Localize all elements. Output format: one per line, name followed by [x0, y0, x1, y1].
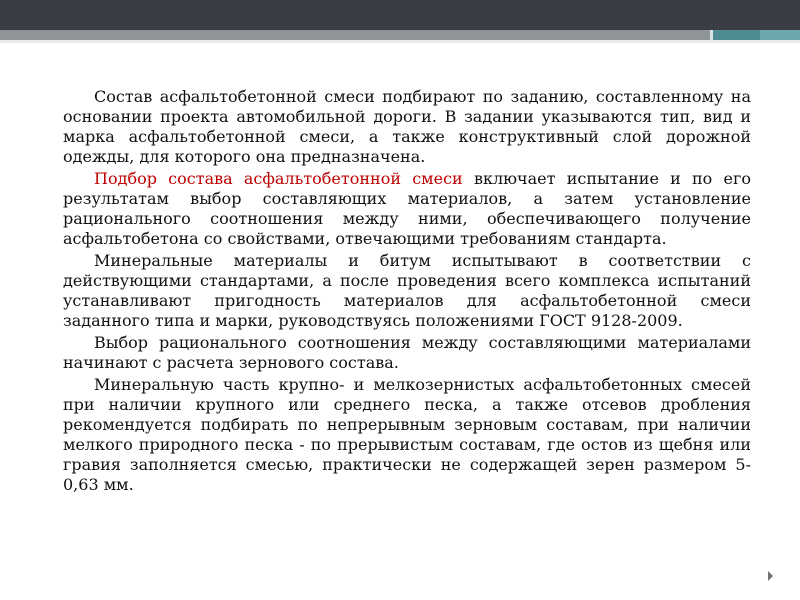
paragraph-text: Минеральную часть крупно- и мелкозернистых асфальтобетонных смесей при наличии крупного или среднего песка, а также отсевов дробления рекомендуется подбирать по непрерывным зерновым составам, при наличии мелкого природного песка - по прерывистым составам, где остов из щебня или гравия заполняется смесью, практически не содержащей зерен размером 5-0,63 мм. — [63, 375, 751, 494]
header-accent-end — [760, 30, 800, 40]
header-divider — [0, 40, 800, 43]
triangle-right-icon — [768, 571, 773, 581]
paragraph — [63, 87, 751, 167]
slide-body — [63, 87, 751, 497]
paragraph-text: Состав асфальтобетонной смеси подбирают по заданию, составленному на основании проекта автомобильной дороги. В задании указываются тип, вид и марка асфальтобетонной смеси, а также конструктивный слой дорожной одежды, для которого она предназначена. — [63, 87, 751, 166]
paragraph-text: Выбор рационального соотношения между составляющими материалами начинают с расчета зернового состава. — [63, 333, 751, 372]
paragraph-text: Минеральные материалы и битум испытывают в соответствии с действующими стандартами, а после проведения всего комплекса испытаний устанавливают пригодность материалов для асфальтобетонной смеси заданного типа и марки, руководствуясь положениями ГОСТ 9128-2009. — [63, 251, 751, 330]
paragraph — [63, 333, 751, 373]
paragraph — [63, 169, 751, 249]
header-accent — [713, 30, 760, 40]
header-bar — [0, 0, 800, 30]
paragraph-text: включает испытание и по его результатам выбор составляющих материалов, а затем установление рационального соотношения между ними, обеспечивающего получение асфальтобетона со свойствами, отвечающими требованиям стандарта. — [63, 169, 752, 248]
paragraph — [63, 251, 751, 331]
paragraph — [63, 375, 751, 495]
header-stripe — [0, 30, 713, 40]
highlighted-term: Подбор состава асфальтобетонной смеси — [94, 169, 463, 188]
